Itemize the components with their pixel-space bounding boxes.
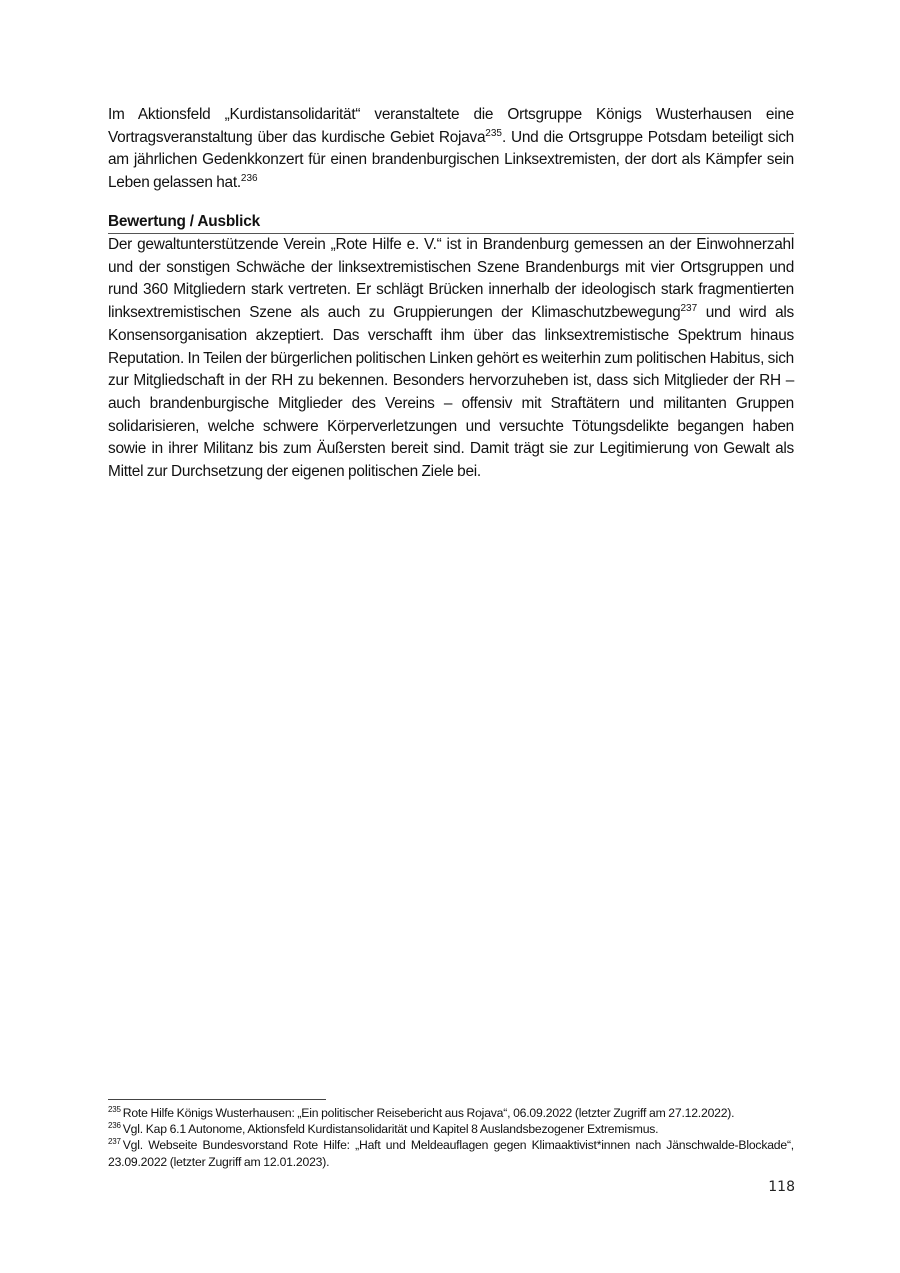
paragraph-text: Der gewaltunterstützende Verein „Rote Hilfe e. V.“ ist in Brandenburg gemessen an der Einwohnerzahl und der sonstigen Schwäche der linksextremistischen Szene Brandenburgs mit vier Ortsgruppen und rund 360 Mitgliedern stark vertreten. Er schlägt Brücken innerhalb der ideologisch stark fragmentierten linksextremistischen Szene als auch zu Gruppierungen der Klimaschutzbewegung <box>108 236 794 322</box>
footnote-text: Vgl. Kap 6.1 Autonome, Aktionsfeld Kurdistansolidarität und Kapitel 8 Auslandsbezogener Extremismus. <box>122 1122 659 1137</box>
section-heading: Bewertung / Ausblick <box>108 211 794 234</box>
footnote-text: Vgl. Webseite Bundesvorstand Rote Hilfe: „Haft und Meldeauflagen gegen Klimaaktivist*innen nach Jänschwalde-Blockade“, 23.09.2022 (letzter Zugriff am 12.01.2023). <box>108 1138 794 1169</box>
page-number: 118 <box>768 1179 795 1195</box>
paragraph-text: . Und die Ortsgruppe Potsdam beteiligt sich am jährlichen Gedenkkonzert für einen brandenburgischen Linksextremisten, der dort als Kämpfer sein Leben gelassen hat. <box>108 128 794 192</box>
footnote-236 <box>108 1121 794 1137</box>
footnote-number: 235 <box>108 1104 121 1114</box>
paragraph-assessment <box>108 234 794 484</box>
footnote-text: Rote Hilfe Königs Wusterhausen: „Ein politischer Reisebericht aus Rojava“, 06.09.2022 (letzter Zugriff am 27.12.2022). <box>122 1106 735 1120</box>
footnote-235 <box>108 1105 794 1121</box>
footnote-reference-237[interactable]: 237 <box>680 302 698 314</box>
footnote-divider <box>108 1099 326 1100</box>
paragraph-kurdistan-solidarity <box>108 104 794 195</box>
paragraph-text: Im Aktionsfeld „Kurdistansolidarität“ veranstaltete die Ortsgruppe Königs Wusterhausen eine Vortragsveranstaltung über das kurdische Gebiet Rojava <box>108 106 794 146</box>
footnote-237 <box>108 1137 794 1169</box>
footnote-number: 236 <box>108 1121 121 1131</box>
footnote-number: 237 <box>108 1137 121 1147</box>
footnote-reference-236[interactable]: 236 <box>240 172 258 184</box>
footnotes-section <box>108 1105 794 1170</box>
footnote-reference-235[interactable]: 235 <box>485 127 502 139</box>
paragraph-text: und wird als Konsensorganisation akzeptiert. Das verschafft ihm über das linksextremistische Spektrum hinaus Reputation. In Teilen der bürgerlichen politischen Linken gehört es weiterhin zum politischen Habitus, sich zur Mitgliedschaft in der RH zu bekennen. Besonders hervorzuheben ist, dass sich Mitglieder der RH – auch brandenburgische Mitglieder des Vereins – offensiv mit Straftätern und militanten Gruppen solidarisieren, welche schwere Körperverletzungen und versuchte Tötungsdelikte begangen haben sowie in ihrer Militanz bis zum Äußersten bereit sind. Damit trägt sie zur Legitimierung von Gewalt als Mittel zur Durchsetzung der eigenen politischen Ziele bei. <box>108 304 795 481</box>
